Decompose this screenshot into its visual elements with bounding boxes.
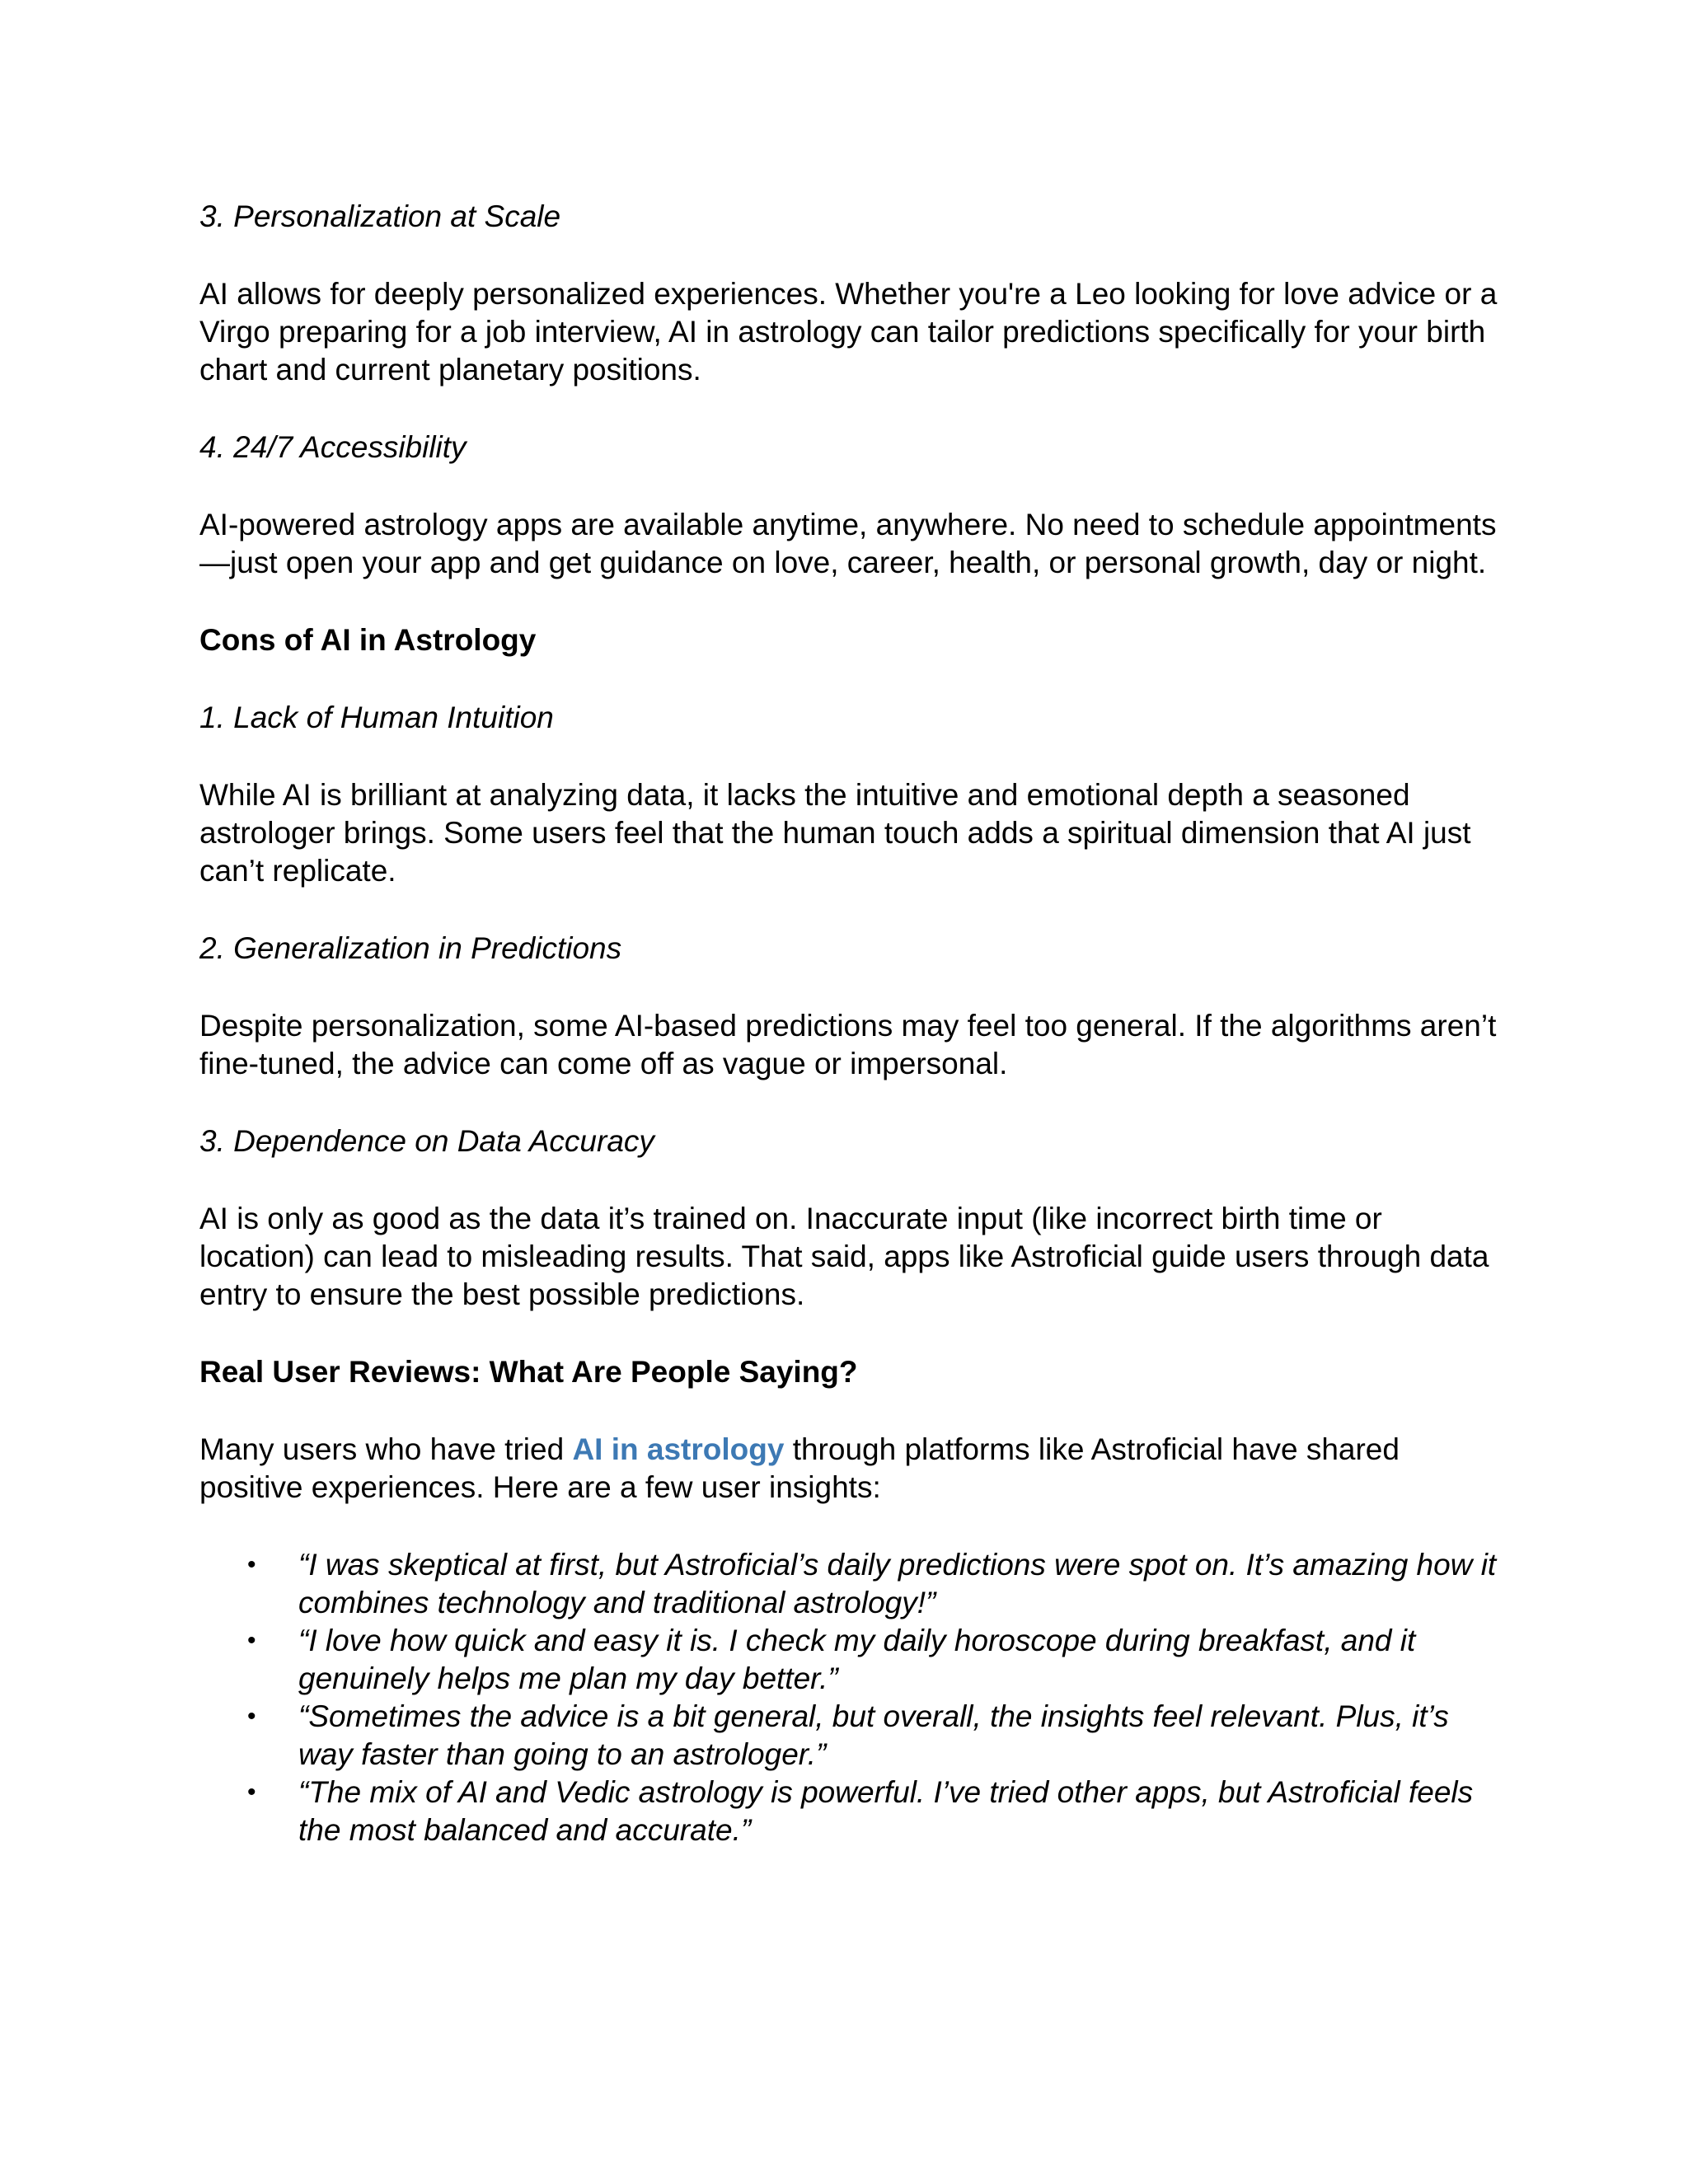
review-text: “Sometimes the advice is a bit general, but overall, the insights feel relevant. Plus, it’s way faster than going to an astrologer.” bbox=[298, 1699, 1449, 1771]
review-item bbox=[199, 1622, 1502, 1698]
bullet-icon: • bbox=[247, 1551, 256, 1578]
cons-subhead: 2. Generalization in Predictions bbox=[199, 931, 622, 965]
review-item bbox=[199, 1774, 1502, 1849]
reviews-list bbox=[199, 1546, 1502, 1849]
cons-subhead: 3. Dependence on Data Accuracy bbox=[199, 1124, 654, 1158]
reviews-intro bbox=[199, 1431, 1502, 1507]
reviews-intro-before: Many users who have tried bbox=[199, 1432, 573, 1466]
document-page bbox=[199, 198, 1502, 1849]
ai-in-astrology-link[interactable]: AI in astrology bbox=[572, 1432, 785, 1466]
review-text: “I love how quick and easy it is. I check my daily horoscope during breakfast, and it genuinely helps me plan my day better.” bbox=[298, 1624, 1416, 1695]
bullet-icon: • bbox=[247, 1703, 256, 1730]
section-subhead: 3. Personalization at Scale bbox=[199, 199, 561, 233]
review-text: “I was skeptical at first, but Astroficial’s daily predictions were spot on. It’s amazing how it combines technology and traditional astrology!” bbox=[298, 1548, 1497, 1619]
cons-heading: Cons of AI in Astrology bbox=[199, 623, 537, 657]
cons-subhead: 1. Lack of Human Intuition bbox=[199, 701, 554, 734]
cons-body: AI is only as good as the data it’s trained on. Inaccurate input (like incorrect birth time or location) can lead to misleading results. That said, apps like Astroficial guide users through data entry to ensure the best possible predictions. bbox=[199, 1202, 1489, 1311]
review-text: “The mix of AI and Vedic astrology is powerful. I’ve tried other apps, but Astroficial feels the most balanced and accurate.” bbox=[298, 1775, 1474, 1847]
section-subhead: 4. 24/7 Accessibility bbox=[199, 430, 467, 464]
review-item bbox=[199, 1546, 1502, 1622]
section-body: AI-powered astrology apps are available anytime, anywhere. No need to schedule appointments—just open your app and get guidance on love, career, health, or personal growth, day or night. bbox=[199, 508, 1497, 579]
reviews-intro-after: through platforms like Astroficial have shared positive experiences. Here are a few user insights: bbox=[199, 1432, 1400, 1504]
section-body: AI allows for deeply personalized experiences. Whether you're a Leo looking for love advice or a Virgo preparing for a job interview, AI in astrology can tailor predictions specifically for your birth chart and current planetary positions. bbox=[199, 277, 1498, 387]
bullet-icon: • bbox=[247, 1627, 256, 1654]
bullet-icon: • bbox=[247, 1779, 256, 1806]
cons-body: While AI is brilliant at analyzing data, it lacks the intuitive and emotional depth a seasoned astrologer brings. Some users feel that the human touch adds a spiritual dimension that AI just can’t replicate. bbox=[199, 778, 1471, 888]
review-item bbox=[199, 1698, 1502, 1774]
reviews-heading: Real User Reviews: What Are People Saying? bbox=[199, 1355, 858, 1389]
cons-body: Despite personalization, some AI-based predictions may feel too general. If the algorithms aren’t fine-tuned, the advice can come off as vague or impersonal. bbox=[199, 1009, 1497, 1080]
